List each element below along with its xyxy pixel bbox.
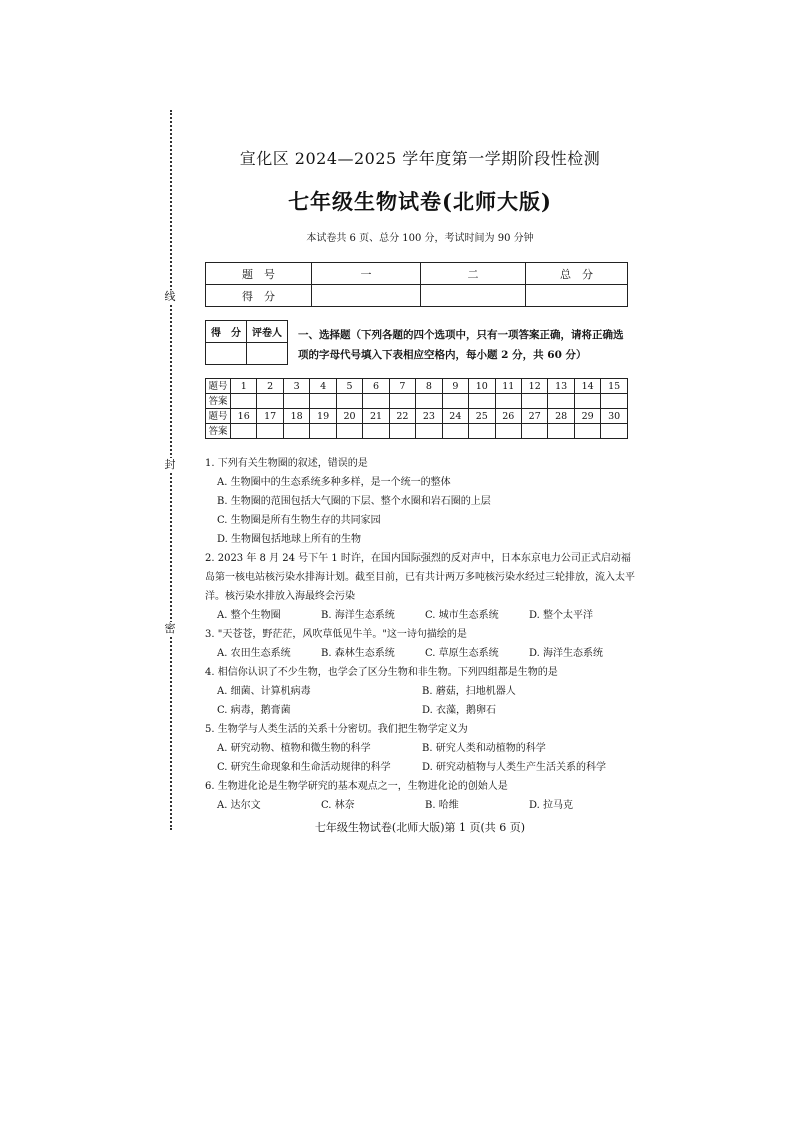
answer-input-cell[interactable]	[416, 394, 442, 409]
score-input-cell[interactable]	[312, 285, 421, 307]
answer-input-cell[interactable]	[416, 424, 442, 439]
question-number-cell: 9	[442, 379, 468, 394]
answer-option: B. 海洋生态系统	[321, 610, 395, 621]
question-number-cell: 29	[574, 409, 600, 424]
grader-name-label: 评卷人	[247, 321, 288, 343]
section-1-title: 一、选择题（下列各题的四个选项中，只有一项答案正确，请将正确选项的字母代号填入下表相应空格内，每小题 2 分，共 60 分）	[298, 329, 624, 361]
exam-info: 本试卷共 6 页、总分 100 分，考试时间为 90 分钟	[306, 233, 534, 244]
answer-input-cell[interactable]	[574, 394, 600, 409]
answer-input-cell[interactable]	[548, 424, 574, 439]
question-number-cell: 21	[363, 409, 389, 424]
score-cell: 总 分	[526, 263, 628, 285]
grader-name-input[interactable]	[247, 343, 288, 365]
question-options	[205, 473, 635, 549]
grader-score-label: 得 分	[206, 321, 247, 343]
question-options	[205, 682, 635, 720]
question-stem: 3. "天苍苍，野茫茫，风吹草低见牛羊。"这一诗句描绘的是	[205, 629, 467, 640]
question-5	[205, 720, 635, 777]
question-1	[205, 454, 635, 549]
question-number-cell: 13	[548, 379, 574, 394]
question-number-cell: 19	[310, 409, 336, 424]
answer-input-cell[interactable]	[469, 424, 495, 439]
exam-subtitle: 宣化区 2024—2025 学年度第一学期阶段性检测	[239, 149, 601, 168]
grid-label-answer: 答案	[206, 424, 231, 439]
question-number-cell: 16	[231, 409, 257, 424]
score-input-cell[interactable]	[421, 285, 526, 307]
answer-input-cell[interactable]	[336, 424, 362, 439]
answer-option: C. 草原生态系统	[425, 648, 499, 659]
answer-input-cell[interactable]	[310, 394, 336, 409]
answer-option: A. 农田生态系统	[217, 648, 291, 659]
question-stem: 5. 生物学与人类生活的关系十分密切。我们把生物学定义为	[205, 724, 468, 735]
question-number-cell: 20	[336, 409, 362, 424]
grid-label-answer: 答案	[206, 394, 231, 409]
answer-input-cell[interactable]	[574, 424, 600, 439]
answer-grid-answer-row	[206, 424, 628, 439]
question-number-cell: 3	[283, 379, 309, 394]
answer-option: B. 生物圈的范围包括大气圈的下层、整个水圈和岩石圈的上层	[217, 496, 491, 507]
question-number-cell: 24	[442, 409, 468, 424]
question-number-cell: 1	[231, 379, 257, 394]
score-table	[205, 262, 628, 307]
question-number-cell: 2	[257, 379, 283, 394]
score-cell: 二	[421, 263, 526, 285]
question-number-cell: 27	[521, 409, 547, 424]
answer-option: A. 整个生物圈	[217, 610, 281, 621]
answer-input-cell[interactable]	[231, 394, 257, 409]
grader-table	[205, 320, 288, 365]
answer-input-cell[interactable]	[283, 424, 309, 439]
answer-option: B. 蘑菇，扫地机器人	[422, 686, 516, 697]
question-number-cell: 4	[310, 379, 336, 394]
answer-grid-answer-row	[206, 394, 628, 409]
score-table-score-row	[206, 285, 628, 307]
grader-score-input[interactable]	[206, 343, 247, 365]
answer-option: A. 细菌、计算机病毒	[217, 686, 311, 697]
question-options	[205, 606, 635, 625]
answer-input-cell[interactable]	[601, 394, 628, 409]
question-number-cell: 17	[257, 409, 283, 424]
answer-input-cell[interactable]	[363, 424, 389, 439]
answer-option: D. 整个太平洋	[529, 610, 594, 621]
answer-option: D. 拉马克	[529, 800, 574, 811]
binding-mark-mi: 密	[164, 622, 176, 635]
answer-input-cell[interactable]	[257, 424, 283, 439]
exam-title: 七年级生物试卷(北师大版)	[288, 189, 552, 214]
question-options	[205, 739, 635, 777]
answer-option: C. 生物圈是所有生物生存的共同家园	[217, 515, 381, 526]
question-stem: 2. 2023 年 8 月 24 号下午 1 时许，在国内国际强烈的反对声中，日本东京电力公司正式启动福岛第一核电站核污染水排海计划。截至目前，已有共计两万多吨核污染水经过三轮排放，流入太平洋。核污染水排放入海最终会污染	[205, 553, 635, 602]
answer-grid-number-row	[206, 409, 628, 424]
question-number-cell: 8	[416, 379, 442, 394]
question-number-cell: 12	[521, 379, 547, 394]
answer-input-cell[interactable]	[231, 424, 257, 439]
answer-grid	[205, 378, 628, 439]
question-number-cell: 14	[574, 379, 600, 394]
answer-option: D. 研究动植物与人类生产生活关系的科学	[422, 762, 607, 773]
score-cell: 得 分	[206, 285, 312, 307]
answer-input-cell[interactable]	[521, 424, 547, 439]
questions-list	[205, 454, 635, 815]
answer-input-cell[interactable]	[363, 394, 389, 409]
question-options	[205, 644, 635, 663]
grid-label-number: 题号	[206, 379, 231, 394]
question-2	[205, 549, 635, 625]
answer-input-cell[interactable]	[283, 394, 309, 409]
question-3	[205, 625, 635, 663]
answer-grid-number-row	[206, 379, 628, 394]
answer-option: C. 病毒，鹅膏菌	[217, 705, 291, 716]
question-number-cell: 18	[283, 409, 309, 424]
answer-input-cell[interactable]	[257, 394, 283, 409]
question-number-cell: 28	[548, 409, 574, 424]
question-number-cell: 7	[389, 379, 415, 394]
question-number-cell: 10	[469, 379, 495, 394]
answer-option: C. 城市生态系统	[425, 610, 499, 621]
question-6	[205, 777, 635, 815]
answer-input-cell[interactable]	[310, 424, 336, 439]
question-number-cell: 6	[363, 379, 389, 394]
question-number-cell: 11	[495, 379, 521, 394]
question-4	[205, 663, 635, 720]
answer-option: B. 哈维	[425, 800, 459, 811]
question-number-cell: 30	[601, 409, 628, 424]
question-number-cell: 5	[336, 379, 362, 394]
answer-option: B. 研究人类和动植物的科学	[422, 743, 546, 754]
answer-input-cell[interactable]	[495, 424, 521, 439]
question-number-cell: 23	[416, 409, 442, 424]
answer-input-cell[interactable]	[548, 394, 574, 409]
page-footer: 七年级生物试卷(北师大版)第 1 页(共 6 页)	[314, 821, 526, 834]
question-stem: 4. 相信你认识了不少生物，也学会了区分生物和非生物。下列四组都是生物的是	[205, 667, 558, 678]
question-number-cell: 25	[469, 409, 495, 424]
answer-option: D. 生物圈包括地球上所有的生物	[217, 534, 362, 545]
answer-option: A. 生物圈中的生态系统多种多样，是一个统一的整体	[217, 477, 451, 488]
score-cell: 一	[312, 263, 421, 285]
question-number-cell: 15	[601, 379, 628, 394]
answer-option: A. 研究动物、植物和微生物的科学	[217, 743, 371, 754]
answer-input-cell[interactable]	[389, 424, 415, 439]
question-stem: 1. 下列有关生物圈的叙述，错误的是	[205, 458, 368, 469]
answer-input-cell[interactable]	[336, 394, 362, 409]
answer-input-cell[interactable]	[495, 394, 521, 409]
binding-mark-feng: 封	[164, 458, 176, 471]
answer-input-cell[interactable]	[389, 394, 415, 409]
score-cell: 题 号	[206, 263, 312, 285]
answer-input-cell[interactable]	[442, 394, 468, 409]
answer-option: C. 研究生命现象和生命活动规律的科学	[217, 762, 391, 773]
question-options	[205, 796, 635, 815]
question-number-cell: 26	[495, 409, 521, 424]
answer-option: C. 林奈	[321, 800, 355, 811]
binding-mark-xian: 线	[164, 290, 176, 303]
answer-input-cell[interactable]	[521, 394, 547, 409]
answer-option: D. 衣藻，鹅卵石	[422, 705, 497, 716]
grid-label-number: 题号	[206, 409, 231, 424]
answer-input-cell[interactable]	[442, 424, 468, 439]
question-stem: 6. 生物进化论是生物学研究的基本观点之一，生物进化论的创始人是	[205, 781, 508, 792]
score-table-header-row	[206, 263, 628, 285]
answer-option: D. 海洋生态系统	[529, 648, 604, 659]
answer-option: A. 达尔文	[217, 800, 261, 811]
answer-input-cell[interactable]	[469, 394, 495, 409]
question-number-cell: 22	[389, 409, 415, 424]
answer-input-cell[interactable]	[601, 424, 628, 439]
answer-option: B. 森林生态系统	[321, 648, 395, 659]
score-input-cell[interactable]	[526, 285, 628, 307]
